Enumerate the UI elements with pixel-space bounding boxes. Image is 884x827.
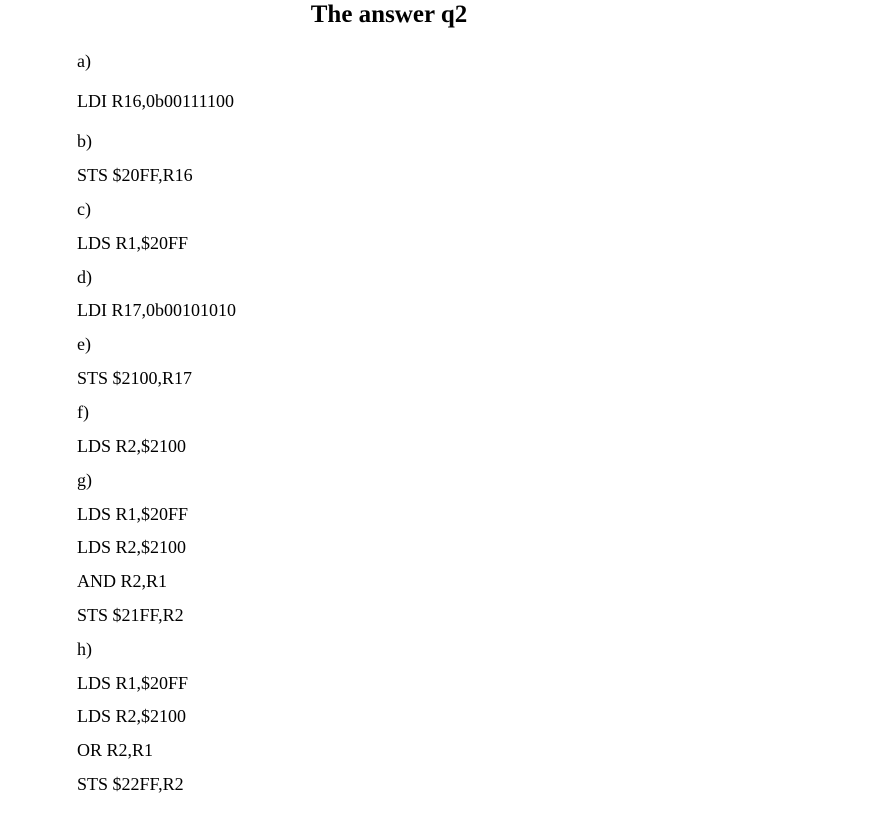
instruction-line: LDI R16,0b00111100 bbox=[77, 91, 234, 111]
part-label-d: d) bbox=[77, 267, 92, 287]
part-label-h: h) bbox=[77, 639, 92, 659]
part-label-f: f) bbox=[77, 402, 89, 422]
instruction-line: LDS R2,$2100 bbox=[77, 706, 187, 726]
instruction-line: LDI R17,0b00101010 bbox=[77, 300, 236, 320]
instruction-line: STS $21FF,R2 bbox=[77, 605, 184, 625]
instruction-line: LDS R1,$20FF bbox=[77, 504, 189, 524]
instruction-line: AND R2,R1 bbox=[77, 571, 168, 591]
part-label-g: g) bbox=[77, 470, 92, 490]
instruction-line: LDS R2,$2100 bbox=[77, 436, 187, 456]
instruction-line: LDS R1,$20FF bbox=[77, 673, 189, 693]
part-label-c: c) bbox=[77, 199, 91, 219]
part-label-a: a) bbox=[77, 51, 91, 71]
instruction-line: STS $22FF,R2 bbox=[77, 774, 184, 794]
part-label-b: b) bbox=[77, 131, 92, 151]
instruction-line: LDS R2,$2100 bbox=[77, 537, 187, 557]
instruction-line: STS $2100,R17 bbox=[77, 368, 193, 388]
part-label-e: e) bbox=[77, 334, 91, 354]
instruction-line: LDS R1,$20FF bbox=[77, 233, 189, 253]
document-title: The answer q2 bbox=[310, 1, 468, 28]
instruction-line: OR R2,R1 bbox=[77, 740, 154, 760]
instruction-line: STS $20FF,R16 bbox=[77, 165, 193, 185]
